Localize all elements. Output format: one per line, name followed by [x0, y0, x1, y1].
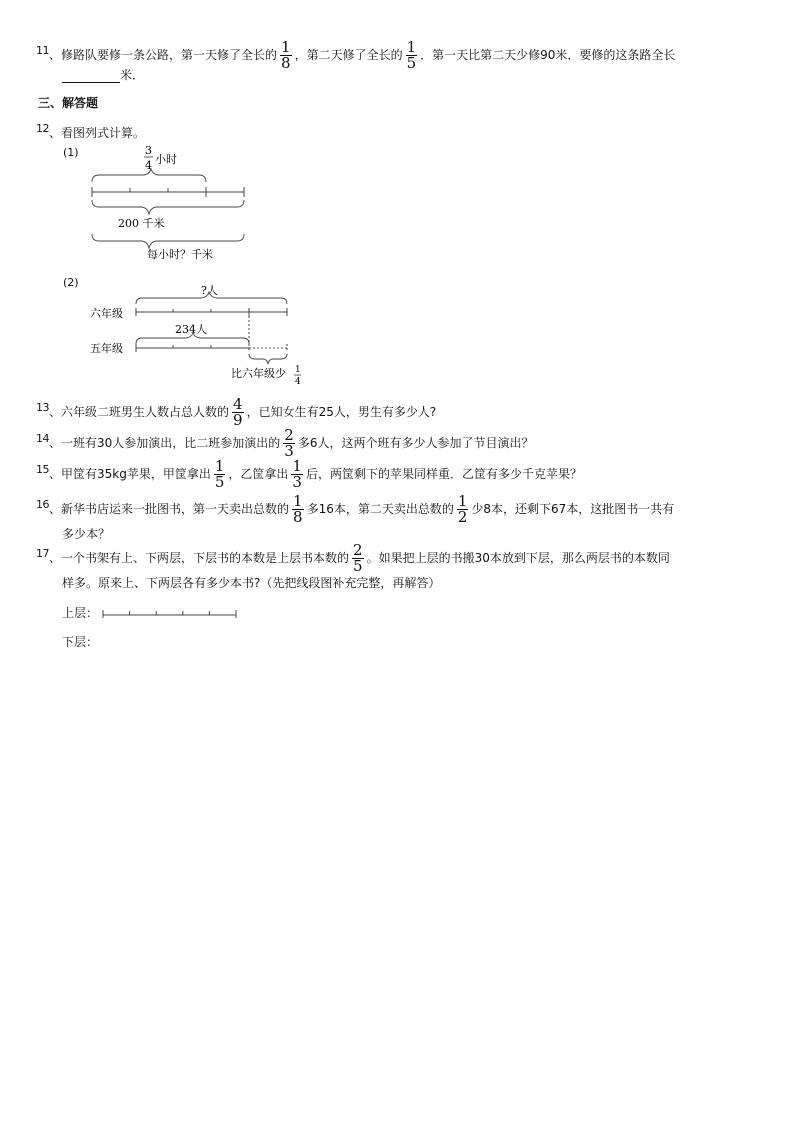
d2-note-denominator: 4	[295, 377, 301, 387]
d1-top-numerator: 3	[145, 144, 152, 157]
q17-marker: 、	[49, 551, 62, 565]
q16-text-b: 多16本，第二天卖出总数的	[306, 502, 454, 516]
q16-text-a: 新华书店运来一批图书，第一天卖出总数的	[61, 502, 290, 516]
d1-top-denominator: 4	[145, 159, 152, 172]
d1-bottom-label: 每小时？千米	[147, 248, 213, 261]
section-heading: 三、解答题	[38, 96, 99, 110]
d1-lower-brace	[92, 234, 244, 248]
q16-marker: 、	[49, 502, 62, 516]
q14-text-b: 多6人，这两个班有多少人参加了节目演出？	[297, 436, 534, 450]
question-number: 16	[36, 498, 49, 511]
diagram-2	[88, 280, 301, 387]
q11-text-a: 修路队要修一条公路，第一天修了全长的	[61, 48, 278, 62]
d1-bottom-brace	[92, 200, 244, 214]
question-number: 14	[36, 432, 49, 445]
question-16	[36, 494, 674, 525]
question-number: 15	[36, 463, 49, 476]
d1-top-unit: 小时	[155, 153, 177, 166]
upper-shelf-label: 上层：	[62, 606, 99, 620]
q11-text-b: ，第二天修了全长的	[294, 48, 403, 62]
diagram-1	[85, 142, 260, 264]
question-number: 13	[36, 401, 49, 414]
d2-mid-label: 234人	[175, 323, 207, 336]
q17-text-a: 一个书架有上、下两层，下层书的本数是上层书本数的	[61, 551, 350, 565]
d2-question: ?人	[201, 284, 218, 297]
fraction-2-5: $\frac{2}{5}$	[353, 541, 363, 575]
fraction-2-3: $\frac{2}{3}$	[284, 426, 294, 460]
fraction-1-8: $\frac{1}{8}$	[293, 492, 303, 526]
fraction-1-5: $\frac{1}{5}$	[406, 38, 417, 72]
lower-shelf-label: 下层：	[62, 635, 99, 649]
q11-answer-line	[62, 66, 144, 83]
q13-text-b: ，已知女生有25人，男生有多少人?	[246, 405, 437, 419]
d2-note-numerator: 1	[295, 365, 301, 375]
part-2-label: (2)	[63, 276, 79, 289]
fraction-4-9: $\frac{4}{9}$	[233, 395, 243, 429]
q14-text-a: 一班有30人参加演出，比二班参加演出的	[61, 436, 281, 450]
q15-marker: 、	[49, 467, 62, 481]
q14-marker: 、	[49, 436, 62, 450]
q17-text-b: 。如果把上层的书搬30本放到下层，那么两层书的本数同	[366, 551, 670, 565]
question-number: 17	[36, 547, 49, 560]
d2-row1-label: 六年级	[90, 307, 123, 320]
q11-text-c: ．第一天比第二天少修90米．要修的这条路全长	[420, 48, 676, 62]
question-17	[36, 543, 670, 574]
q13-text-a: 六年级二班男生人数占总人数的	[61, 405, 230, 419]
answer-blank[interactable]	[62, 69, 120, 83]
question-13	[36, 397, 436, 428]
q15-text-c: 后，两筐剩下的苹果同样重．乙筐有多少千克苹果？	[305, 467, 582, 481]
d2-mid-brace	[136, 333, 249, 344]
q15-text-b: ，乙筐拿出	[228, 467, 289, 481]
q12-text: 看图列式计算。	[61, 126, 146, 140]
q12-marker: 、	[49, 126, 62, 140]
q11-unit: 米．	[120, 68, 145, 82]
q11-marker: 、	[49, 48, 62, 62]
fraction-1-5: $\frac{1}{5}$	[214, 457, 225, 491]
question-number: 11	[36, 44, 49, 57]
d1-mid-label: 200 千米	[118, 217, 165, 230]
fraction-1-8: $\frac{1}{8}$	[281, 38, 291, 72]
fraction-1-3: $\frac{1}{3}$	[292, 457, 302, 491]
q16-text-c: 少8本，还剩下67本，这批图书一共有	[471, 502, 675, 516]
q13-marker: 、	[49, 405, 62, 419]
upper-shelf-diagram	[100, 604, 240, 620]
question-15	[36, 459, 582, 490]
part-1-label: (1)	[63, 146, 79, 159]
question-number: 12	[36, 122, 49, 135]
q16-line2: 多少本？	[62, 527, 111, 541]
d2-bottom-brace	[249, 354, 287, 364]
fraction-1-2: $\frac{1}{2}$	[457, 492, 468, 526]
d2-note: 比六年级少	[231, 367, 286, 380]
d2-row2-label: 五年级	[90, 342, 123, 355]
q15-text-a: 甲筐有35kg苹果，甲筐拿出	[61, 467, 211, 481]
question-14	[36, 428, 533, 459]
q17-line2: 样多。原来上、下两层各有多少本书?（先把线段图补充完整，再解答）	[62, 576, 441, 590]
question-12	[36, 122, 145, 141]
